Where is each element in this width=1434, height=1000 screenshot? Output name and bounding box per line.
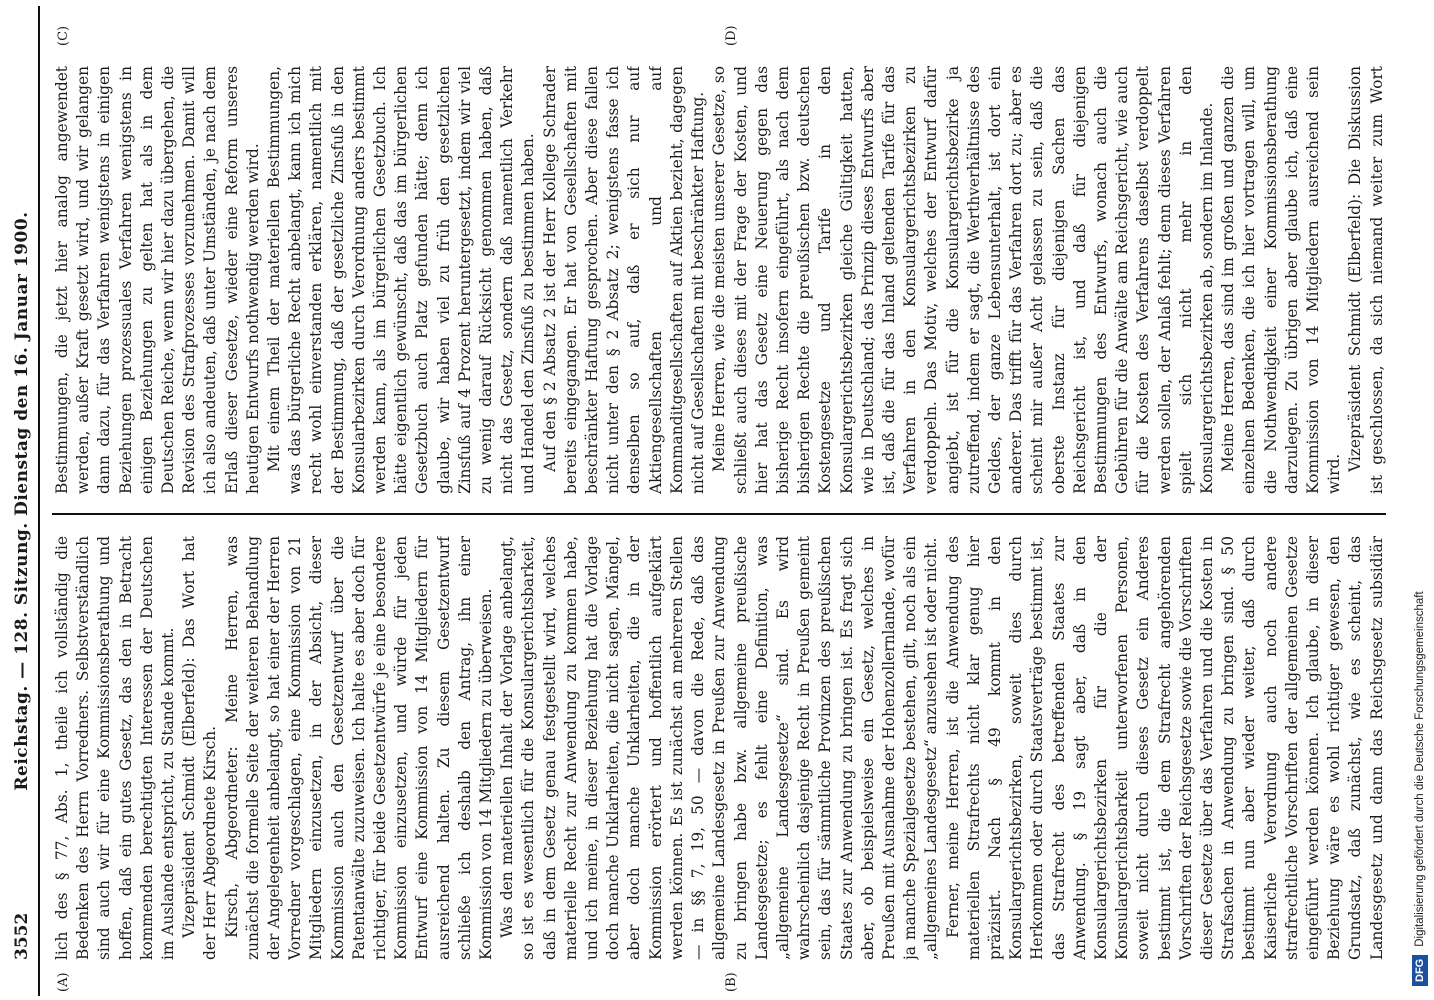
digitization-credit-text (1409, 8, 1431, 992)
dfg-logo: DFG (1412, 955, 1428, 986)
right-column (52, 66, 1386, 494)
document-page (4, 6, 1392, 996)
margin-marker-c: (C) (56, 25, 71, 46)
paragraph: Vizepräsident Schmidt (Elberfeld): Das Wort hat der Herr Abgeordnete Kirsch. (180, 536, 220, 960)
paragraph: Mit einem Theil der materiellen Bestimmungen, was das bürgerliche Recht anbelangt, kann ich mich recht wohl einverstanden erklären, namentlich mit der Bestimmung, daß der gesetzliche Zinsfuß in den Konsularbezirken durch Verordnung anders bestimmt werden kann, als im bürgerlichen Gesetzbuch. Ich hätte eigentlich gewünscht, daß das im bürgerlichen Gesetzbuch auch Platz gefunden hätte; denn ich glaube, wir haben viel zu früh den gesetzlichen Zinsfuß auf 4 Prozent heruntergesetzt, indem wir viel zu wenig darauf Rücksicht genommen haben, daß nicht das Gesetz, sondern daß namentlich Verkehr und Handel den Zinsfuß zu bestimmen haben. (265, 66, 538, 494)
margin-marker-a: (A) (56, 972, 71, 992)
digitization-note: Digitalisierung gefördert durch die Deutsche Forschungsgemeinschaft (1414, 591, 1426, 947)
paragraph: Bestimmungen, die jetzt hier analog angewendet werden, außer Kraft gesetzt wird, und wir gelangen dann dazu, für das Verfahren wenigstens in einigen Beziehungen prozessuales Verfahren wenigstens in einigen Beziehungen zu gelten hat als in dem Deutschen Reiche, wenn wir hier dazu übergehen, die Revision des Strafprozesses vorzunehmen. Damit will ich also andeuten, daß unter Umständen, je nach dem Erlaß dieser Gesetze, wieder eine Reform unseres heutigen Entwurfs nothwendig werden wird. (53, 66, 262, 494)
paragraph: Vizepräsident Schmidt (Elberfeld): Die Diskussion ist geschlossen, da sich niemand weiter zum Wort (1346, 66, 1386, 494)
margin-marker-d: (D) (724, 25, 739, 46)
paragraph: Ferner, meine Herren, ist die Anwendung des materiellen Strafrechts nicht klar genug hier präzisirt. Nach § 49 kommt in den Konsulargerichtsbezirken, soweit dies durch Herkommen oder durch Staatsverträge bestimmt ist, das Strafrecht des betreffenden Staates zur Anwendung. § 19 sagt aber, daß in den Konsulargerichtsbezirken für die der Konsulargerichtsbarkeit unterworfenen Personen, soweit nicht durch dieses Gesetz ein Anderes bestimmt ist, die dem Strafrecht angehörenden Vorschriften der Reichsgesetze sowie die Vorschriften dieser Gesetze über das Verfahren und die Kosten in Strafsachen in Anwendung zu bringen sind. § 50 bestimmt nun aber wieder weiter, daß durch Kaiserliche Verordnung auch noch andere strafrechtliche Vorschriften der allgemeinen Gesetze eingeführt werden können. Ich glaube, in dieser Beziehung wäre es wohl richtiger gewesen, den Grundsatz, daß zunächst, wie es scheint, das Landesgesetz und dann das Reichsgesetz subsidiär (943, 536, 1386, 960)
paragraph: Meine Herren, das sind im großen und ganzen die einzelnen Bedenken, die ich hier vortragen will, um die Nothwendigkeit einer Kommissionsberathung darzulegen. Zu übrigen aber glaube ich, daß eine Kommission von 14 Mitgliedern ausreichend sein wird. (1219, 66, 1344, 494)
paragraph: Auf den § 2 Absatz 2 ist der Herr Kollege Schrader bereits eingegangen. Er hat von Gesellschaften mit beschränkter Haftung gesprochen. Aber diese fallen nicht unter den § 2 Absatz 2; wenigstens fasse ich denselben so auf, daß er sich nur auf Aktiengesellschaften und auf Kommanditgesellschaften auf Aktien bezieht, dagegen nicht auf Gesellschaften mit beschränkter Haftung. (540, 66, 708, 494)
paragraph: lich des § 77, Abs. 1, theile ich vollständig die Bedenken des Herrn Vorredners. Selbstverständlich sind auch wir für eine Kommissionsberathung und hoffen, daß ein gutes Gesetz, das den in Betracht kommenden berechtigten Interessen der Deutschen im Auslande entspricht, zu Stande kommt. (53, 536, 178, 960)
left-column (52, 536, 1386, 960)
paragraph: Kirsch, Abgeordneter: Meine Herren, was zunächst die formelle Seite der weiteren Behandlung der Angelegenheit anbelangt, so hat einer der Herren Vorredner vorgeschlagen, eine Kommission von 21 Mitgliedern einzusetzen, in der Absicht, dieser Kommission auch den Gesetzentwurf über die Patentanwälte zuzuweisen. Ich halte es aber doch für richtiger, für beide Gesetzentwürfe je eine besondere Kommission einzusetzen, und würde für jeden Entwurf eine Kommission von 14 Mitgliedern für ausreichend halten. Zu diesem Gesetzentwurf schließe ich deshalb den Antrag, ihn einer Kommission von 14 Mitgliedern zu überweisen. (222, 536, 496, 960)
page-title: Reichstag. — 128. Sitzung. Dienstag den 16. Januar 1900. (12, 211, 32, 791)
column-divider (52, 513, 1386, 515)
paragraph: Was den materiellen Inhalt der Vorlage anbelangt, so ist es wesentlich für die Konsulargerichtsbarkeit, daß in dem Gesetz genau festgestellt wird, welches materielle Recht zur Anwendung zu kommen habe, und ich meine, in dieser Beziehung hat die Vorlage doch manche Unklarheiten, die nicht sagen, Mängel, aber doch manche Unklarheiten, die in der Kommission erörtert und hoffentlich aufgeklärt werden können. Es ist zunächst an mehreren Stellen — in §§ 7, 19, 50 — davon die Rede, daß das allgemeine Landesgesetz in Preußen zur Anwendung zu bringen habe bzw. allgemeine preußische Landesgesetze; es fehlt eine Definition, was „allgemeine Landesgesetze“ sind. Es wird wahrscheinlich dasjenige Recht in Preußen gemeint sein, das für sämmtliche Provinzen des preußischen Staates zur Anwendung zu bringen ist. Es fragt sich aber, ob beispielsweise ein Gesetz, welches in Preußen mit Ausnahme der Hohenzollernlande, wofür ja manche Spezialgesetze bestehen, gilt, noch als ein „allgemeines Landesgesetz“ anzusehen ist oder nicht. (498, 536, 941, 960)
margin-marker-b: (B) (724, 972, 739, 992)
running-head (4, 6, 40, 996)
paragraph: Meine Herren, wie die meisten unserer Gesetze, so schließt auch dieses mit der Frage der Kosten, und hier hat das Gesetz eine Neuerung gegen das bisherige Recht insofern eingeführt, als nach dem bisherigen Rechte die preußischen bzw. deutschen Kostengesetze und Tarife in den Konsulargerichtsbezirken gleiche Gültigkeit hatten, wie in Deutschland; das Prinzip dieses Entwurfs aber ist, daß die für das Inland geltenden Tarife für das Verfahren in den Konsulargerichtsbezirken zu verdoppeln. Das Motiv, welches der Entwurf dafür angiebt, ist für die Konsulargerichtsbezirke ja zutreffend, indem er sagt, die Werthverhältnisse des Geldes, der ganze Lebensunterhalt, ist dort ein anderer. Das trifft für das Verfahren dort zu; aber es scheint mir außer Acht gelassen zu sein, daß die oberste Instanz für diejenigen Sachen das Reichsgericht ist, und daß für diejenigen Bestimmungen des Entwurfs, wonach auch die Gebühren für die Anwälte am Reichsgericht, wie auch für die Kosten des Verfahrens daselbst verdoppelt werden sollen, der Anlaß fehlt; denn dieses Verfahren spielt sich nicht mehr in den Konsulargerichtsbezirken ab, sondern im Inlande. (710, 66, 1216, 494)
page-number: 3552 (12, 912, 32, 960)
digitization-credit (1407, 8, 1433, 992)
